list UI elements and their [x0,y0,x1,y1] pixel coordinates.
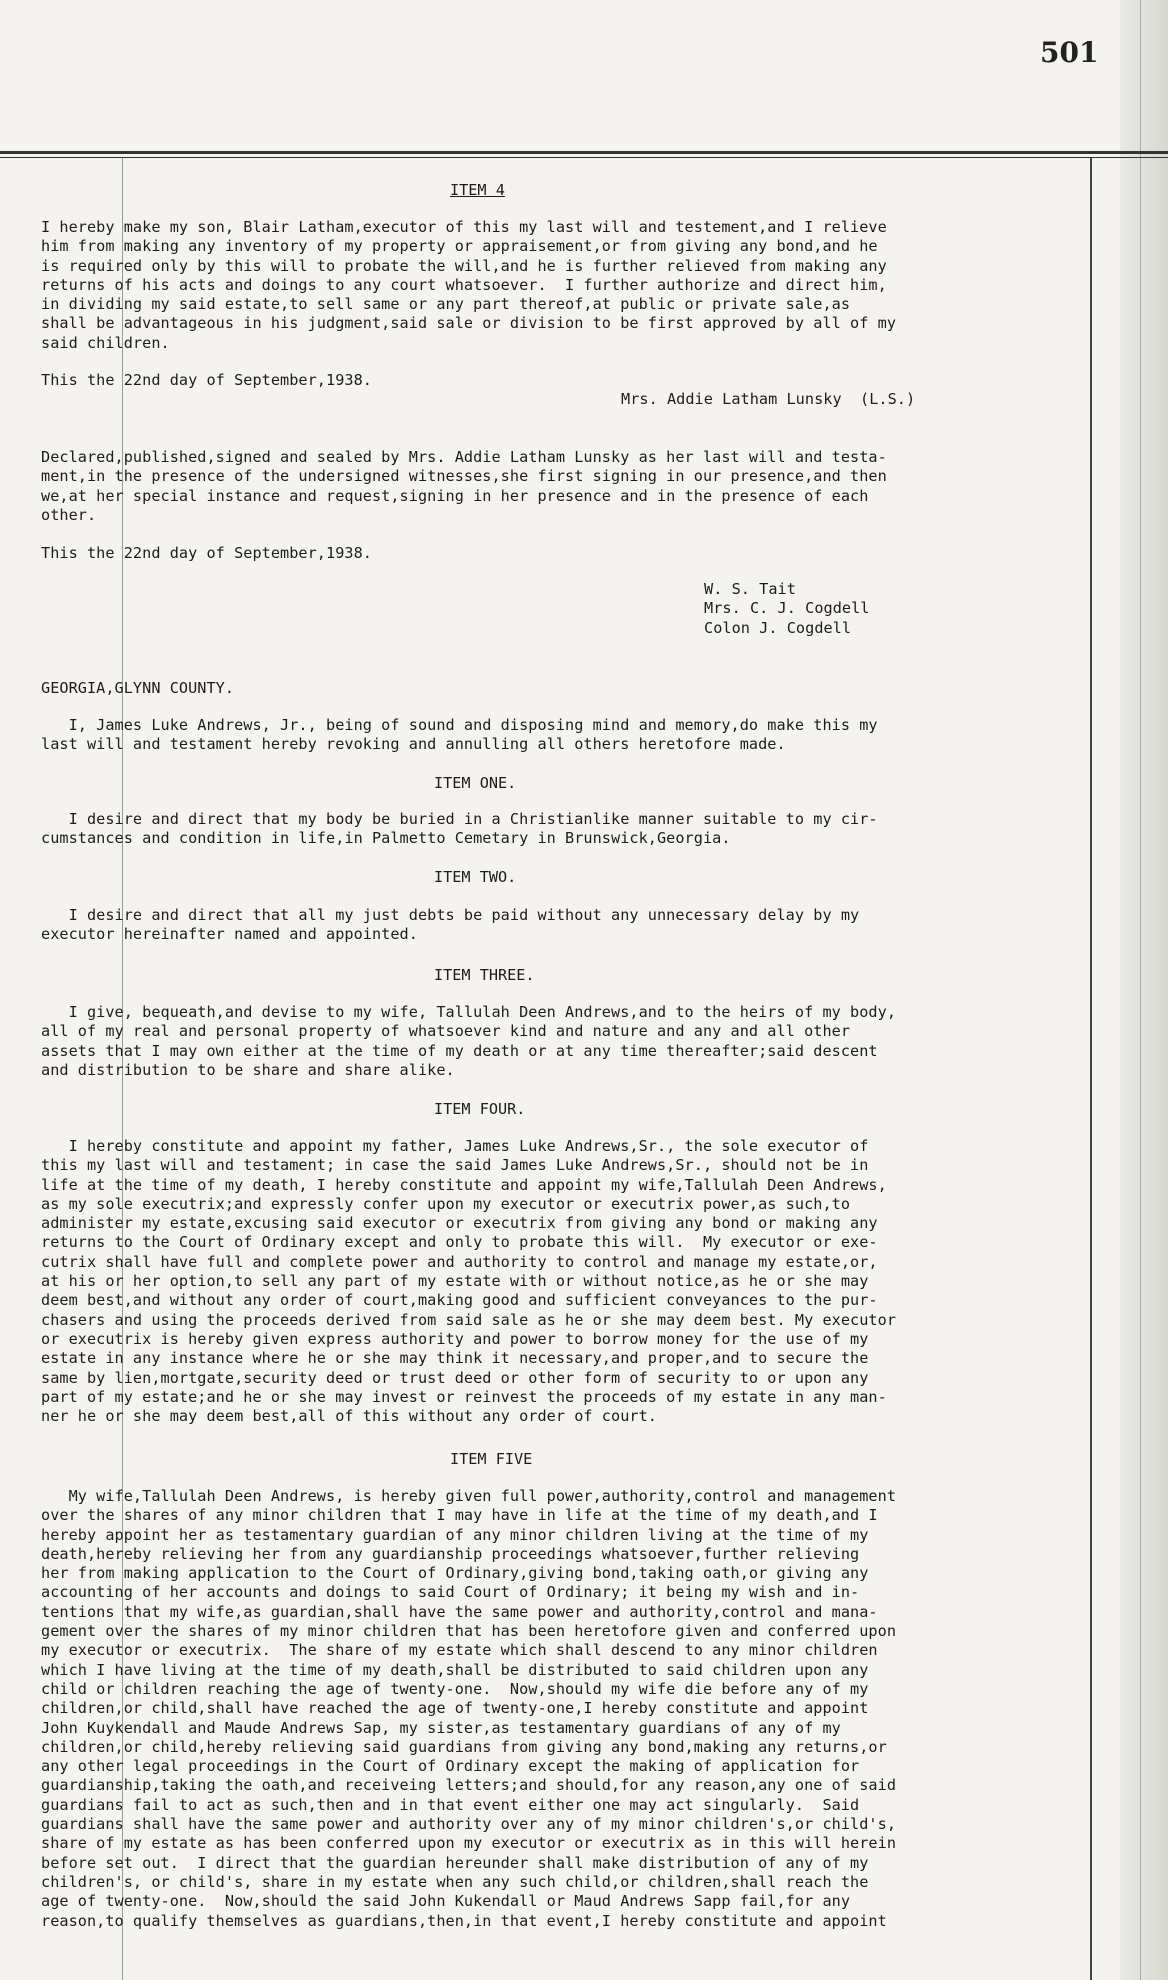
item-one-paragraph: I desire and direct that my body be buried in a Christianlike manner suitable to my cir- cumstances and condition in life,in Palmetto Cemetary in Brunswick,Georgia. [41,810,878,848]
attestation-clause: Declared,published,signed and sealed by Mrs. Addie Latham Lunsky as her last will and testa- ment,in the presence of the undersigned witnesses,she first signing in our presence,and then we,at her special instance and request,signing in her presence and in the presence of each other. [41,448,887,524]
item-one-heading: ITEM ONE. [434,774,517,792]
item-two-paragraph: I desire and direct that all my just debts be paid without any unnecessary delay by my executor hereinafter named and appointed. [41,906,860,944]
item-three-paragraph: I give, bequeath,and devise to my wife, Tallulah Deen Andrews,and to the heirs of my body, all of my real and personal property of whatsoever kind and nature and any and all other assets that I may own either at the time of my death or at any time thereafter;said descent and distribution to be share and share alike. [41,1003,897,1079]
date-line-2: This the 22nd day of September,1938. [41,544,372,562]
testator-signature: Mrs. Addie Latham Lunsky (L.S.) [621,390,916,408]
item-four-heading: ITEM FOUR. [434,1100,526,1118]
right-margin-line [1090,158,1092,1980]
date-line: This the 22nd day of September,1938. [41,371,372,389]
header-rule-thin [0,157,1168,158]
item-four-paragraph: I hereby constitute and appoint my father, James Luke Andrews,Sr., the sole executor of this my last will and testament; in case the said James Luke Andrews,Sr., should not be in life at the time of my death, I hereby constitute and appoint my wife,Tallulah Deen Andrews, as my sole executrix;and expressly confer upon my executor or executrix power,as such,to administer my estate,excusing said executor or executrix from giving any bond or making any returns to the Court of Ordinary except and only to probate this will. My executor or exe- cutrix shall have full and complete power and authority to control and manage my estate,or, at his or her option,to sell any part of my estate with or without notice,as he or she may deem best,and without any order of court,making good and sufficient conveyances to the pur- chasers and using the proceeds derived from said sale as he or she may deem best. My executor or executrix is hereby given express authority and power to borrow money for the use of my estate in any instance where he or she may think it necessary,and proper,and to secure the same by lien,mortgate,security deed or trust deed or other form of security to or upon any part of my estate;and he or she may invest or reinvest the proceeds of my estate in any man- ner he or she may deem best,all of this without any order of court. [41,1137,897,1426]
item-three-heading: ITEM THREE. [434,966,535,984]
page-number: 501 [1040,36,1099,69]
item-4-heading: ITEM 4 [450,181,505,199]
item-five-heading: ITEM FIVE [450,1450,533,1468]
witness-signatures: W. S. Tait Mrs. C. J. Cogdell Colon J. Cogdell [704,580,870,637]
header-rule [0,151,1168,154]
item-five-paragraph: My wife,Tallulah Deen Andrews, is hereby given full power,authority,control and management over the shares of any minor children that I may have in life at the time of my death,and I hereby appoint her as testamentary guardian of any minor children living at the time of my death,hereby relieving her from any guardianship proceedings whatsoever,further relieving her from making application to the Court of Ordinary,giving bond,taking oath,or giving any accounting of her accounts and doings to said Court of Ordinary; it being my wish and in- tentions that my wife,as guardian,shall have the same power and authority,control and mana- gement over the shares of my minor children that has been heretofore given and conferred upon my executor or executrix. The share of my estate which shall descend to any minor children which I have living at the time of my death,shall be distributed to said children upon any child or children reaching the age of twenty-one. Now,should my wife die before any of my children,or child,shall have reached the age of twenty-one,I hereby constitute and appoint John Kuykendall and Maude Andrews Sap, my sister,as testamentary guardians of any of my children,or child,hereby relieving said guardians from giving any bond,making any returns,or any other legal proceedings in the Court of Ordinary except the making of application for guardianship,taking the oath,and receiveing letters;and should,for any reason,any one of said guardians fail to act as such,then and in that event either one may act singularly. Said guardians shall have the same power and authority over any of my minor children's,or child's, share of my estate as has been conferred upon my executor or executrix as in this will herein before set out. I direct that the guardian hereunder shall make distribution of any of my children's, or child's, share in my estate when any such child,or children,shall reach the age of twenty-one. Now,should the said John Kukendall or Maud Andrews Sapp fail,for any reason,to qualify themselves as guardians,then,in that event,I hereby constitute and appoint [41,1487,897,1930]
item-4-paragraph: I hereby make my son, Blair Latham,executor of this my last will and testement,and I relieve him from making any inventory of my property or appraisement,or from giving any bond,and he is required only by this will to probate the will,and he is further relieved from making any returns of his acts and doings to any court whatsoever. I further authorize and direct him, in dividing my said estate,to sell same or any part thereof,at public or private sale,as shall be advantageous in his judgment,said sale or division to be first approved by all of my said children. [41,218,897,352]
page-edge [1120,0,1168,1980]
item-two-heading: ITEM TWO. [434,868,517,886]
will-opening: I, James Luke Andrews, Jr., being of sound and disposing mind and memory,do make this my last will and testament hereby revoking and annulling all others heretofore made. [41,716,878,754]
binding-line [1140,0,1141,1980]
jurisdiction-heading: GEORGIA,GLYNN COUNTY. [41,679,235,697]
